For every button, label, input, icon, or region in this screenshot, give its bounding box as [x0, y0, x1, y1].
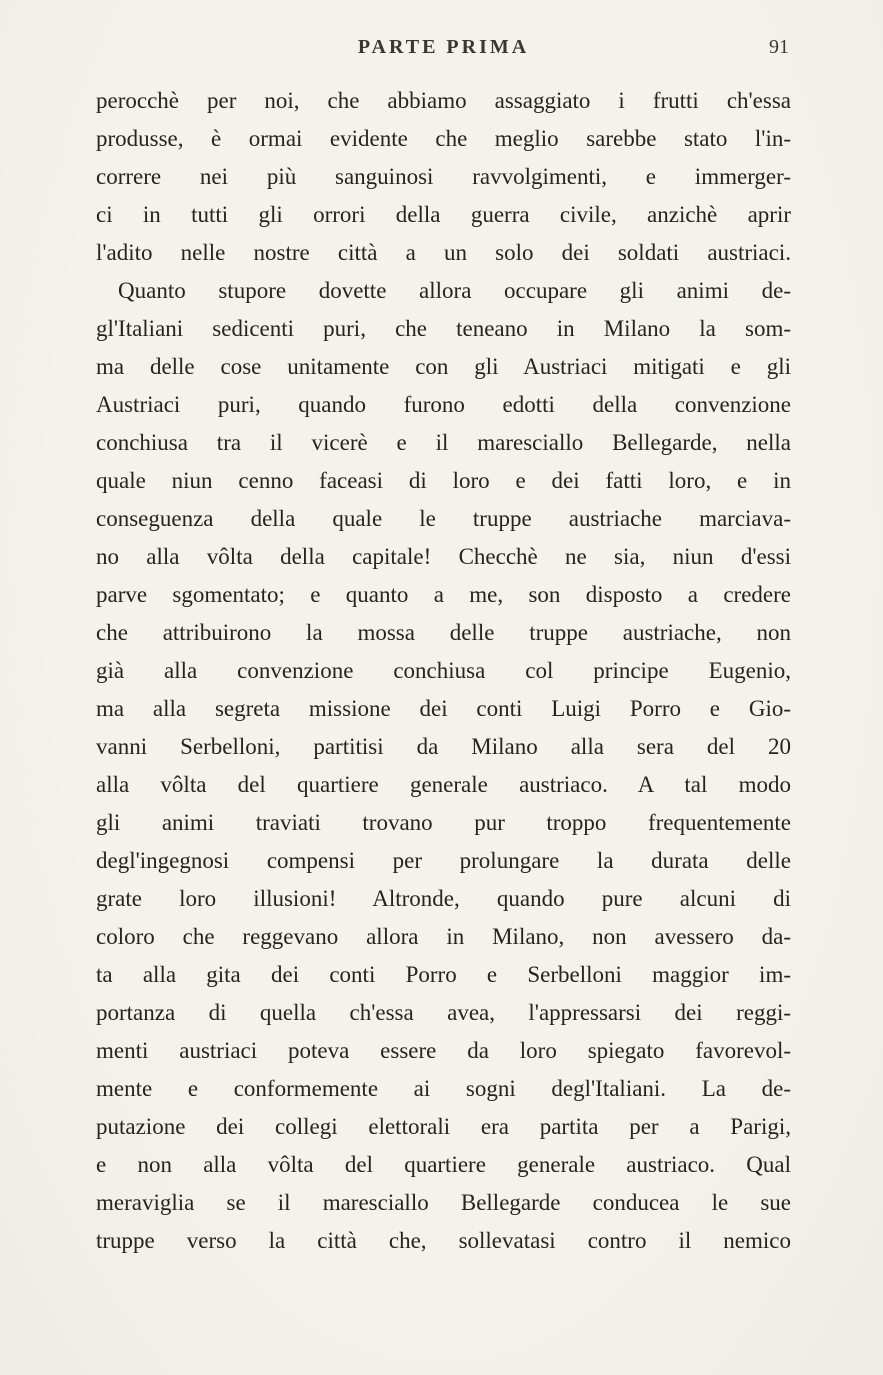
text-line: menti austriaci poteva essere da loro spiegato favorevol- — [96, 1038, 791, 1063]
text-line: coloro che reggevano allora in Milano, non avessero da- — [96, 924, 791, 949]
text-line: truppe verso la città che, sollevatasi contro il nemico — [96, 1228, 791, 1253]
text-line: l'adito nelle nostre città a un solo dei soldati austriaci. — [96, 240, 791, 265]
text-line: conchiusa tra il vicerè e il maresciallo Bellegarde, nella — [96, 430, 791, 455]
page-number: 91 — [769, 36, 789, 58]
text-line: correre nei più sanguinosi ravvolgimenti, e immerger- — [96, 164, 791, 189]
text-line: degl'ingegnosi compensi per prolungare la durata delle — [96, 848, 791, 873]
page-body — [96, 82, 791, 1260]
text-line: no alla vôlta della capitale! Checchè ne sia, niun d'essi — [96, 544, 791, 569]
text-line: ma delle cose unitamente con gli Austriaci mitigati e gli — [96, 354, 791, 379]
text-line: Quanto stupore dovette allora occupare gli animi de- — [118, 278, 791, 303]
text-line: Austriaci puri, quando furono edotti della convenzione — [96, 392, 791, 417]
text-line: mente e conformemente ai sogni degl'Italiani. La de- — [96, 1076, 791, 1101]
paragraph — [96, 82, 791, 272]
text-line: ma alla segreta missione dei conti Luigi Porro e Gio- — [96, 696, 791, 721]
text-line: ta alla gita dei conti Porro e Serbelloni maggior im- — [96, 962, 791, 987]
page-header — [96, 36, 791, 70]
text-line: vanni Serbelloni, partitisi da Milano alla sera del 20 — [96, 734, 791, 759]
text-line: gl'Italiani sedicenti puri, che teneano in Milano la som- — [96, 316, 791, 341]
running-head: PARTE PRIMA — [357, 36, 530, 58]
text-line: quale niun cenno faceasi di loro e dei fatti loro, e in — [96, 468, 791, 493]
text-line: perocchè per noi, che abbiamo assaggiato i frutti ch'essa — [96, 88, 791, 113]
text-line: che attribuirono la mossa delle truppe austriache, non — [96, 620, 791, 645]
text-line: ci in tutti gli orrori della guerra civile, anzichè aprir — [96, 202, 791, 227]
text-line: putazione dei collegi elettorali era partita per a Parigi, — [96, 1114, 791, 1139]
text-line: conseguenza della quale le truppe austriache marciava- — [96, 506, 791, 531]
text-line: gli animi traviati trovano pur troppo frequentemente — [96, 810, 791, 835]
text-line: produsse, è ormai evidente che meglio sarebbe stato l'in- — [96, 126, 791, 151]
text-line: e non alla vôlta del quartiere generale austriaco. Qual — [96, 1152, 791, 1177]
text-line: alla vôlta del quartiere generale austriaco. A tal modo — [96, 772, 791, 797]
text-line: parve sgomentato; e quanto a me, son disposto a credere — [96, 582, 791, 607]
text-line: grate loro illusioni! Altronde, quando pure alcuni di — [96, 886, 791, 911]
text-line: già alla convenzione conchiusa col principe Eugenio, — [96, 658, 791, 683]
paragraph — [96, 272, 791, 1260]
text-line: portanza di quella ch'essa avea, l'appressarsi dei reggi- — [96, 1000, 791, 1025]
text-line: meraviglia se il maresciallo Bellegarde conducea le sue — [96, 1190, 791, 1215]
